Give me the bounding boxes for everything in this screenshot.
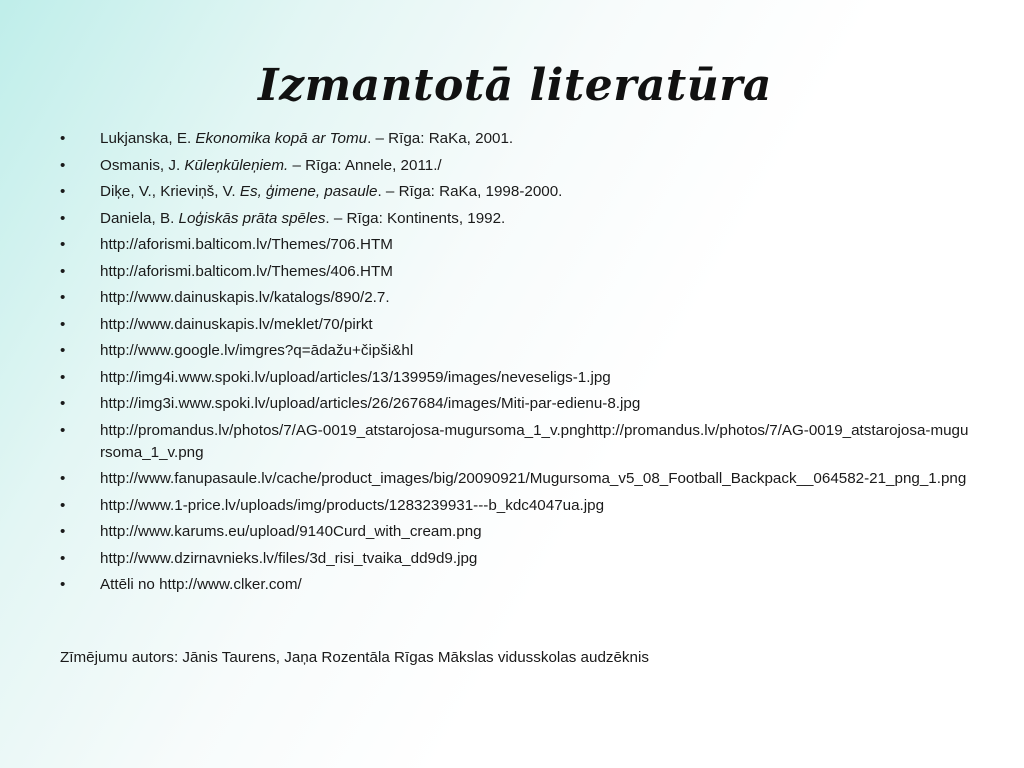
reference-link[interactable]: • http://www.dzirnavnieks.lv/files/3d_risi_tvaika_dd9d9.jpg (60, 548, 970, 570)
reference-link[interactable]: • http://www.fanupasaule.lv/cache/product_images/big/20090921/Mugursoma_v5_08_Football_Backpack__064582-21_png_1.png (60, 468, 970, 490)
bullet: • (60, 342, 66, 359)
bullet: • (60, 130, 66, 147)
reference-link[interactable]: • Attēli no http://www.clker.com/ (60, 574, 970, 596)
bullet: • (60, 209, 66, 227)
reference-link[interactable]: • http://www.dainuskapis.lv/katalogs/890/2.7. (60, 287, 970, 309)
bullet: • (60, 549, 66, 567)
illustration-credits: Zīmējumu autors: Jānis Taurens, Jaņa Rozentāla Rīgas Mākslas vidusskolas audzēknis (60, 649, 649, 666)
reference-link[interactable]: • http://www.karums.eu/upload/9140Curd_with_cream.png (60, 521, 970, 543)
bullet: • (60, 156, 66, 174)
bullet: • (60, 289, 66, 306)
reference-link[interactable]: • http://promandus.lv/photos/7/AG-0019_atstarojosa-mugursoma_1_v.pnghttp://promandus.lv/photos/7/AG-0019_atstarojosa-mugursoma_1_v.png (60, 421, 969, 461)
reference-link[interactable]: • http://www.1-price.lv/uploads/img/products/1283239931---b_kdc4047ua.jpg (60, 495, 970, 517)
bullet: • (60, 576, 66, 593)
reference-link[interactable]: • http://aforismi.balticom.lv/Themes/706.HTM (60, 234, 970, 256)
slide-title: Izmantotā literatūra (258, 60, 772, 111)
bullet: • (60, 262, 66, 280)
reference-link[interactable]: • http://www.dainuskapis.lv/meklet/70/pirkt (60, 314, 970, 336)
bullet: • (60, 183, 66, 200)
bullet: • (60, 421, 66, 439)
reference-link[interactable]: • http://img4i.www.spoki.lv/upload/articles/13/139959/images/neveseligs-1.jpg (60, 367, 970, 389)
reference-item: • Osmanis, J. Kūleņkūleņiem. – Rīga: Annele, 2011./ (60, 155, 970, 177)
reference-list (60, 128, 970, 601)
reference-item: • Daniela, B. Loģiskās prāta spēles. – Rīga: Kontinents, 1992. (60, 208, 970, 230)
reference-item: • Diķe, V., Krieviņš, V. Es, ģimene, pasaule. – Rīga: RaKa, 1998-2000. (60, 181, 970, 203)
reference-link[interactable]: • http://www.google.lv/imgres?q=ādažu+čipši&hl (60, 340, 970, 362)
bullet: • (60, 395, 66, 412)
bullet: • (60, 496, 66, 514)
bullet: • (60, 368, 66, 386)
reference-link[interactable]: • http://img3i.www.spoki.lv/upload/articles/26/267684/images/Miti-par-edienu-8.jpg (60, 393, 970, 415)
reference-item: • Lukjanska, E. Ekonomika kopā ar Tomu. – Rīga: RaKa, 2001. (60, 128, 970, 150)
bullet: • (60, 315, 66, 333)
bullet: • (60, 523, 66, 540)
bullet: • (60, 470, 66, 487)
bullet: • (60, 236, 66, 253)
reference-link[interactable]: • http://aforismi.balticom.lv/Themes/406.HTM (60, 261, 970, 283)
